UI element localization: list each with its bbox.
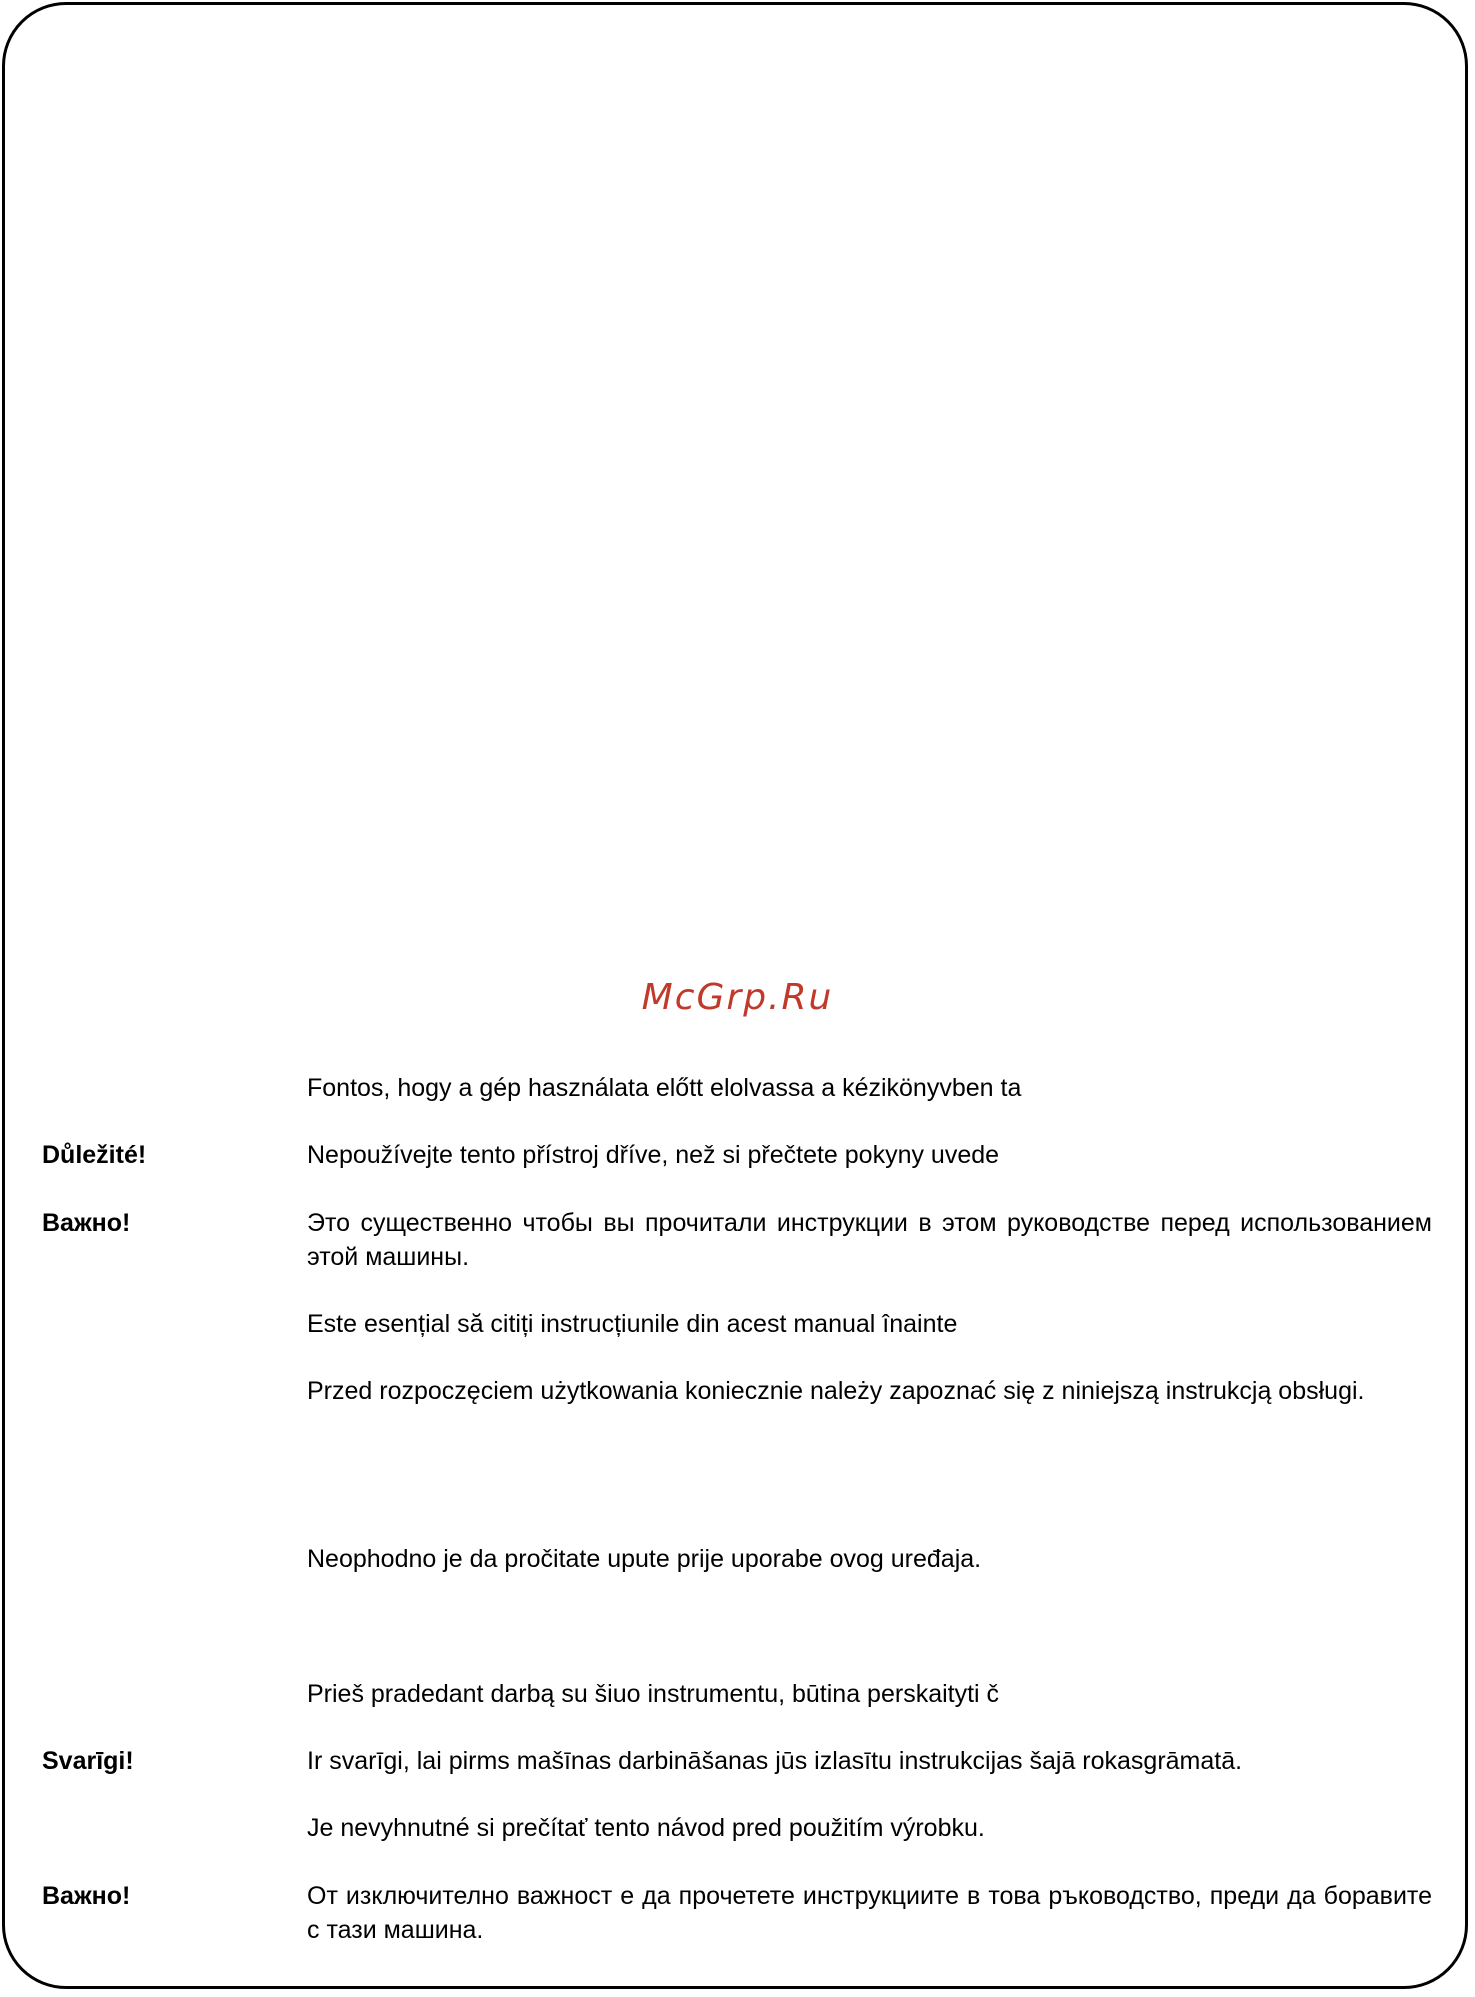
notice-text: Przed rozpoczęciem użytkowania koniecznie należy zapoznać się z niniejszą instrukcją obsługi. xyxy=(307,1377,1365,1405)
notice-label: Důležité! xyxy=(42,1141,147,1169)
notice-text: Neophodno je da pročitate upute prije uporabe ovog uređaja. xyxy=(307,1545,982,1573)
notice-text: Fontos, hogy a gép használata előtt elolvassa a kézikönyvben ta xyxy=(307,1074,1022,1102)
notice-text: Je nevyhnutné si prečítať tento návod pred použitím výrobku. xyxy=(307,1814,985,1842)
notice-text: Este esențial să citiți instrucțiunile din acest manual înainte xyxy=(307,1310,958,1338)
notice-text: Ir svarīgi, lai pirms mašīnas darbināšanas jūs izlasītu instrukcijas šajā rokasgrāmatā. xyxy=(307,1747,1243,1775)
notice-label: Svarīgi! xyxy=(42,1747,134,1775)
notice-text: Nepoužívejte tento přístroj dříve, než si přečtete pokyny uvede xyxy=(307,1141,1000,1169)
notice-label: Важно! xyxy=(42,1209,131,1237)
notice-text: Prieš pradedant darbą su šiuo instrumentu, būtina perskaityti č xyxy=(307,1680,1000,1708)
notice-label: Важно! xyxy=(42,1882,131,1910)
watermark: McGrp.Ru xyxy=(641,977,834,1018)
notice-text: Это существенно чтобы вы прочитали инструкции в этом руководстве перед использованием этой машины. xyxy=(307,1209,1432,1271)
notice-text: От изключително важност е да прочетете инструкциите в това ръководство, преди да боравите с тази машина. xyxy=(307,1882,1432,1944)
